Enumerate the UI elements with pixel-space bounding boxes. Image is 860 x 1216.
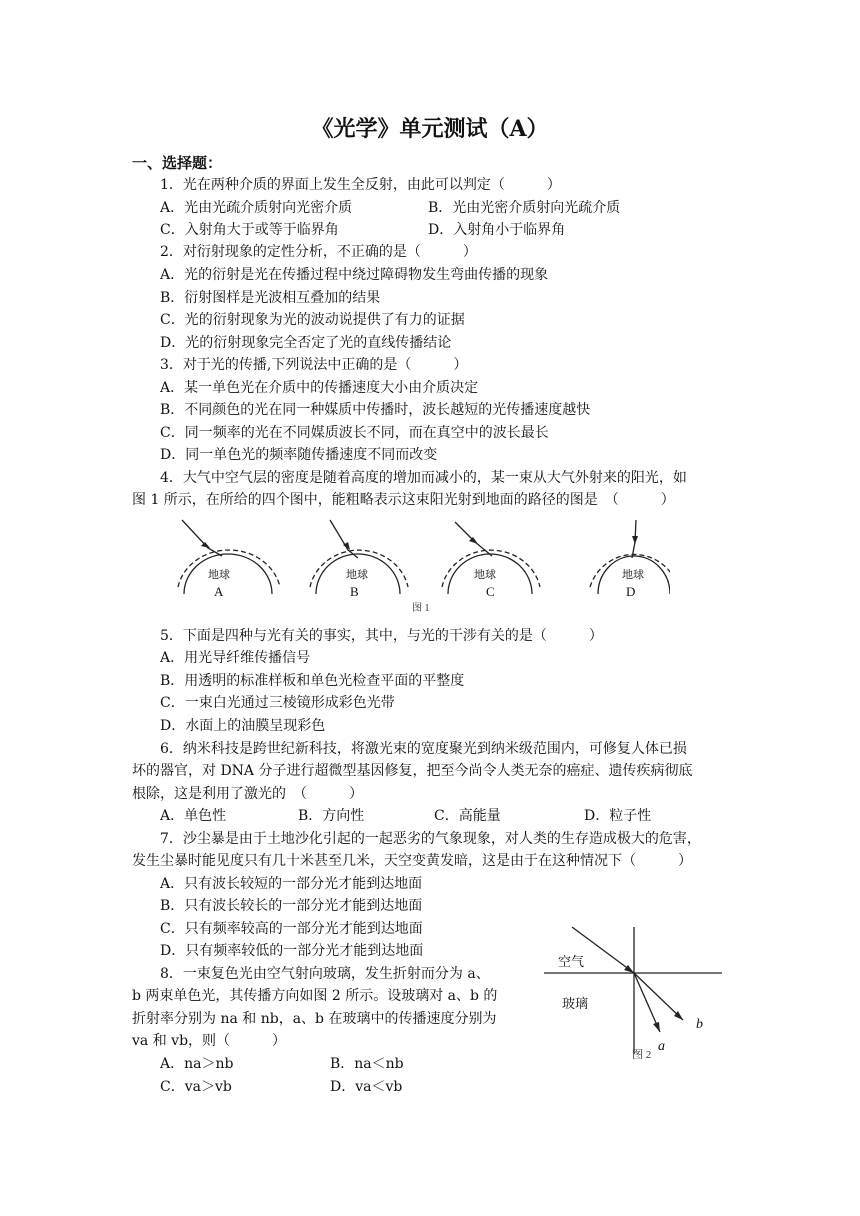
q6-stem-line2: 坏的器官，对 DNA 分子进行超微型基因修复，把至今尚令人类无奈的癌症、遗传疾病彻底 [132, 763, 693, 779]
q1-option-c: C．入射角大于或等于临界角 [160, 222, 339, 238]
fig1-d-arrow [632, 536, 638, 544]
figure-1 [170, 512, 670, 617]
fig1-label-b: B [350, 584, 359, 599]
fig2-ray-a-arrow [653, 1022, 660, 1032]
q3-option-d: D．同一单色光的频率随传播速度不同而改变 [160, 447, 438, 463]
q5-stem: 5．下面是四种与光有关的事实，其中，与光的干涉有关的是（ ） [160, 628, 603, 644]
fig1-a-ray [182, 520, 222, 556]
fig1-a-earth-label: 地球 [208, 569, 230, 581]
q4-stem-line1: 4．大气中空气层的密度是随着高度的增加而减小的，某一束从大气外射来的阳光，如 [160, 470, 687, 486]
q3-option-a: A．某一单色光在介质中的传播速度大小由介质决定 [160, 380, 479, 396]
q6-stem-line3: 根除，这是利用了激光的 （ ） [132, 786, 363, 802]
fig2-label-b: b [696, 1017, 703, 1032]
q6-option-b: B．方向性 [298, 808, 365, 824]
fig1-label-a: A [214, 584, 224, 599]
q5-option-c: C．一束白光通过三棱镜形成彩色光带 [160, 695, 395, 711]
fig1-caption: 图 1 [412, 603, 430, 614]
q3-option-b: B．不同颜色的光在同一种媒质中传播时，波长越短的光传播速度越快 [160, 402, 591, 418]
q1-option-b: B．光由光密介质射向光疏介质 [428, 200, 621, 216]
q7-stem-line2: 发生尘暴时能见度只有几十米甚至几米，天空变黄发暗，这是由于在这种情况下（ ） [132, 853, 692, 869]
q7-stem-line1: 7．沙尘暴是由于土地沙化引起的一起恶劣的气象现象，对人类的生存造成极大的危害， [160, 831, 701, 847]
q8-option-c: C．va＞vb [160, 1079, 232, 1095]
q7-option-a: A．只有波长较短的一部分光才能到达地面 [160, 876, 423, 892]
q3-stem: 3．对于光的传播,下列说法中正确的是（ ） [160, 357, 468, 373]
page-title: 《光学》单元测试（A） [311, 116, 549, 142]
q6-option-a: A．单色性 [160, 808, 227, 824]
q8-option-d: D．va＜vb [330, 1079, 403, 1095]
fig2-air-label: 空气 [558, 955, 585, 970]
q2-option-a: A．光的衍射是光在传播过程中绕过障碍物发生弯曲传播的现象 [160, 267, 549, 283]
fig1-d-earth-label: 地球 [622, 569, 644, 581]
q8-option-b: B．na＜nb [330, 1056, 404, 1072]
q1-stem: 1．光在两种介质的界面上发生全反射，由此可以判定（ ） [160, 177, 561, 193]
fig2-ray-b [634, 973, 683, 1020]
q2-option-b: B．衍射图样是光波相互叠加的结果 [160, 290, 381, 306]
q8-stem-line2: b 两束单色光，其传播方向如图 2 所示。设玻璃对 a、b 的 [132, 988, 498, 1004]
q6-option-d: D．粒子性 [584, 808, 652, 824]
fig2-glass-label: 玻璃 [562, 997, 589, 1012]
q1-option-a: A．光由光疏介质射向光密介质 [160, 200, 353, 216]
q8-stem-line1: 8．一束复色光由空气射向玻璃，发生折射而分为 a、 [160, 966, 490, 982]
q7-option-b: B．只有波长较长的一部分光才能到达地面 [160, 898, 423, 914]
q6-option-c: C．高能量 [434, 808, 501, 824]
q6-stem-line1: 6．纳米科技是跨世纪新科技，将激光束的宽度聚光到纳米级范围内，可修复人体已损 [160, 741, 687, 757]
q8-option-a: A．na＞nb [160, 1056, 234, 1072]
q5-option-b: B．用透明的标准样板和单色光检查平面的平整度 [160, 673, 465, 689]
fig2-label-a: a [658, 1039, 665, 1054]
q7-option-d: D．只有频率较低的一部分光才能到达地面 [160, 943, 424, 959]
q8-stem-line4: va 和 vb，则（ ） [132, 1033, 287, 1049]
q5-option-d: D．水面上的油膜呈现彩色 [160, 718, 326, 734]
q2-option-c: C．光的衍射现象为光的波动说提供了有力的证据 [160, 312, 465, 328]
figure-2 [540, 922, 740, 1062]
q5-option-a: A．用光导纤维传播信号 [160, 650, 311, 666]
q7-option-c: C．只有频率较高的一部分光才能到达地面 [160, 921, 423, 937]
q4-stem-line2: 图 1 所示，在所给的四个图中，能粗略表示这束阳光射到地面的路径的图是 （ ） [132, 492, 675, 508]
q2-stem: 2．对衍射现象的定性分析，不正确的是（ ） [160, 244, 477, 260]
fig1-c-earth-label: 地球 [474, 569, 496, 581]
q1-option-d: D．入射角小于临界角 [428, 222, 566, 238]
q2-option-d: D．光的衍射现象完全否定了光的直线传播结论 [160, 335, 452, 351]
fig1-b-earth-label: 地球 [346, 569, 368, 581]
fig1-a-arrow [201, 542, 210, 548]
fig1-label-c: C [486, 584, 495, 599]
fig1-label-d: D [626, 584, 636, 599]
section-heading: 一、选择题： [132, 154, 223, 172]
q3-option-c: C．同一频率的光在不同媒质波长不同，而在真空中的波长最长 [160, 425, 549, 441]
fig2-caption: 图 2 [632, 1049, 652, 1061]
q8-stem-line3: 折射率分别为 na 和 nb，a、b 在玻璃中的传播速度分别为 [132, 1011, 497, 1027]
